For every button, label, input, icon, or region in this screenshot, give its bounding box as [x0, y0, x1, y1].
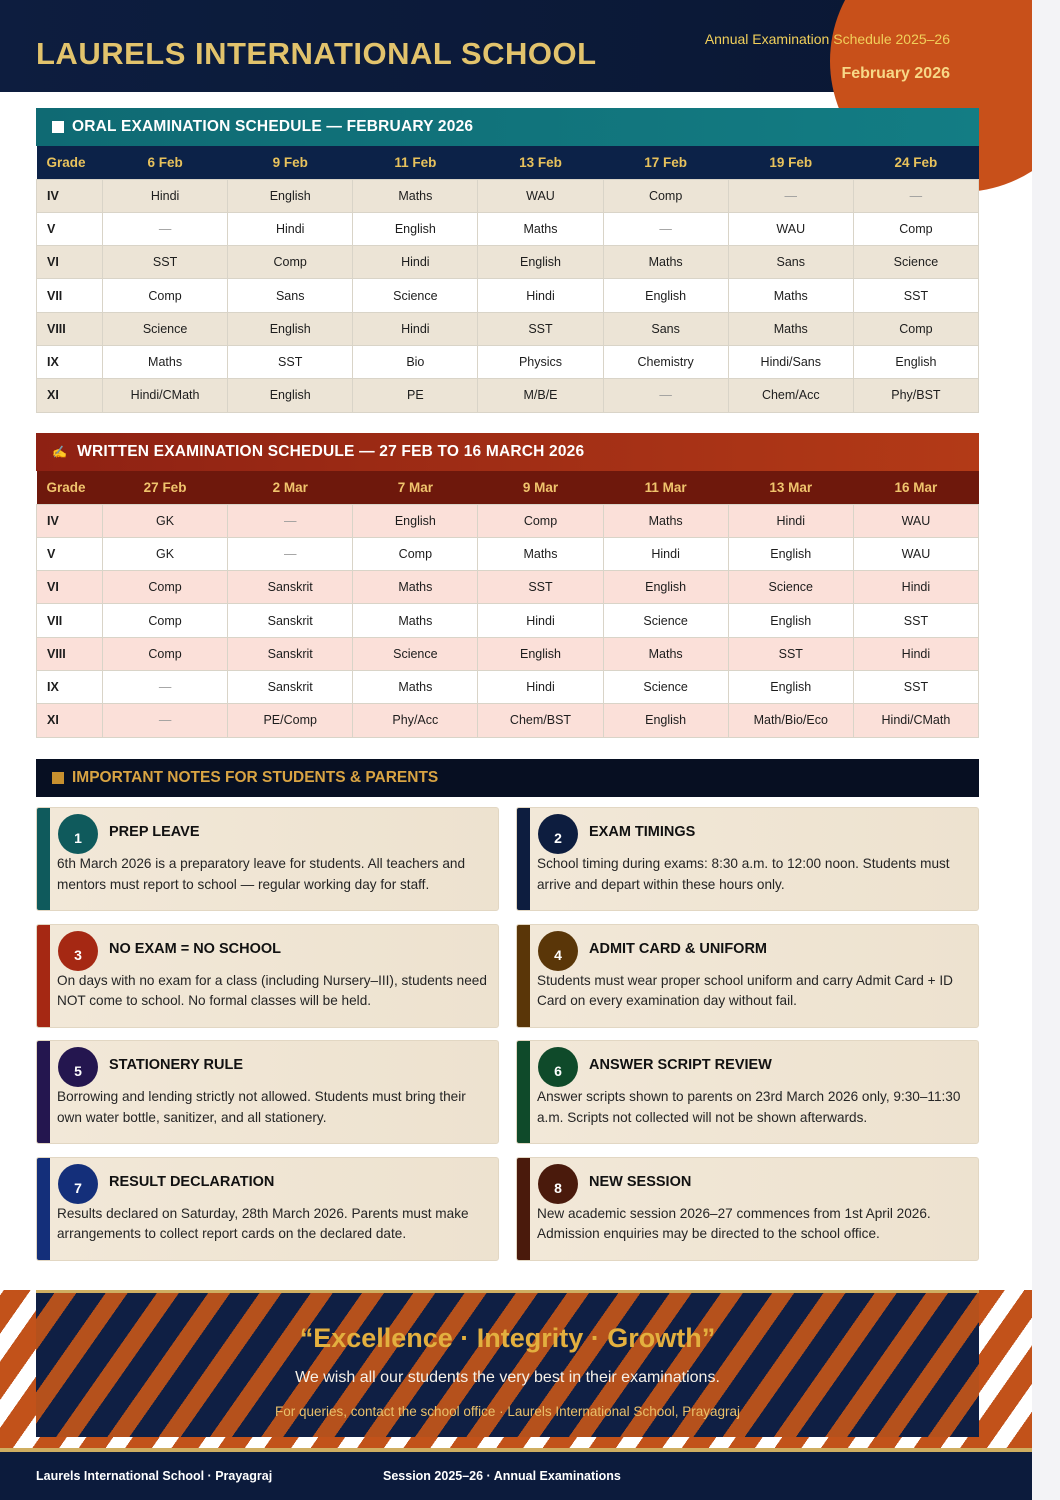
note-body: On days with no exam for a class (including Nursery–III), students need NOT come to school. No formal classes will be held.	[57, 972, 487, 1008]
subject-cell: WAU	[478, 179, 603, 212]
subject-cell: —	[228, 504, 353, 537]
note-title: STATIONERY RULE	[109, 1057, 243, 1073]
footer-school: Laurels International School · Prayagraj	[36, 1469, 273, 1483]
column-header: 9 Mar	[478, 471, 603, 504]
subject-cell: Comp	[478, 504, 603, 537]
page-margin	[1032, 0, 1060, 1500]
note-accent-bar	[37, 1041, 50, 1143]
subject-cell: Science	[103, 312, 228, 345]
subject-cell: —	[103, 212, 228, 245]
grade-cell: IV	[37, 179, 103, 212]
subject-cell: Hindi	[853, 571, 978, 604]
subject-cell: Science	[353, 637, 478, 670]
table-row	[37, 537, 979, 570]
subject-cell: English	[228, 379, 353, 412]
note-card	[516, 1157, 979, 1261]
subject-cell: Hindi	[728, 504, 853, 537]
table-row	[37, 637, 979, 670]
column-header: 11 Mar	[603, 471, 728, 504]
notes-heading	[36, 759, 979, 797]
table-row	[37, 571, 979, 604]
grade-cell: VIII	[37, 312, 103, 345]
note-number-badge: 2	[538, 814, 578, 854]
grade-cell: V	[37, 212, 103, 245]
subject-cell: Hindi	[228, 212, 353, 245]
note-number-badge: 4	[538, 931, 578, 971]
subject-cell: English	[478, 637, 603, 670]
subject-cell: —	[728, 179, 853, 212]
subject-cell: Hindi	[603, 537, 728, 570]
column-header: 13 Feb	[478, 146, 603, 179]
subject-cell: SST	[853, 279, 978, 312]
subject-cell: Sans	[603, 312, 728, 345]
note-number-badge: 1	[58, 814, 98, 854]
note-accent-bar	[517, 925, 530, 1027]
subject-cell: Sanskrit	[228, 571, 353, 604]
subject-cell: —	[603, 379, 728, 412]
table-row	[37, 212, 979, 245]
column-header: 6 Feb	[103, 146, 228, 179]
subject-cell: Phy/Acc	[353, 704, 478, 737]
grade-cell: V	[37, 537, 103, 570]
note-title: PREP LEAVE	[109, 824, 200, 840]
written-title-text: WRITTEN EXAMINATION SCHEDULE — 27 FEB TO 16 MARCH 2026	[77, 443, 585, 460]
note-card	[516, 924, 979, 1028]
note-card	[36, 1157, 499, 1261]
subject-cell: SST	[728, 637, 853, 670]
subject-cell: Hindi	[353, 246, 478, 279]
note-title: NO EXAM = NO SCHOOL	[109, 940, 282, 957]
column-header: 11 Feb	[353, 146, 478, 179]
column-header: 17 Feb	[603, 146, 728, 179]
note-accent-bar	[517, 1158, 530, 1260]
footer	[0, 1452, 1032, 1500]
note-card	[36, 807, 499, 911]
subject-cell: Comp	[603, 179, 728, 212]
grade-cell: VII	[37, 279, 103, 312]
subject-cell: SST	[853, 670, 978, 703]
table-row	[37, 246, 979, 279]
subject-cell: Comp	[103, 604, 228, 637]
subject-cell: GK	[103, 537, 228, 570]
subject-cell: Chem/Acc	[728, 379, 853, 412]
subject-cell: Comp	[353, 537, 478, 570]
note-card	[516, 1040, 979, 1144]
written-schedule-title	[36, 433, 979, 471]
note-body: 6th March 2026 is a preparatory leave for students. All teachers and mentors must report to school — regular working day for staff.	[57, 856, 466, 892]
subject-cell: Sanskrit	[228, 670, 353, 703]
note-body: Answer scripts shown to parents on 23rd March 2026 only, 9:30–11:30 a.m. Scripts not collected will not be shown afterwards.	[537, 1089, 961, 1125]
note-number-badge: 6	[538, 1047, 578, 1087]
oral-table	[36, 146, 979, 413]
table-row	[37, 345, 979, 378]
subject-cell: English	[228, 179, 353, 212]
subject-cell: Hindi	[103, 179, 228, 212]
column-header: 2 Mar	[228, 471, 353, 504]
subject-cell: SST	[478, 571, 603, 604]
square-icon	[52, 121, 64, 133]
table-row	[37, 704, 979, 737]
subject-cell: Chem/BST	[478, 704, 603, 737]
subject-cell: English	[353, 212, 478, 245]
table-row	[37, 312, 979, 345]
note-title: RESULT DECLARATION	[109, 1173, 275, 1190]
subject-cell: WAU	[853, 504, 978, 537]
subject-cell: PE	[353, 379, 478, 412]
writing-hand-icon: ✍	[52, 445, 68, 459]
note-card	[36, 1040, 499, 1144]
subject-cell: Hindi	[853, 637, 978, 670]
table-row	[37, 604, 979, 637]
subject-cell: English	[228, 312, 353, 345]
note-accent-bar	[37, 1158, 50, 1260]
column-header: Grade	[37, 146, 103, 179]
subject-cell: English	[603, 279, 728, 312]
note-body: Students must wear proper school uniform and carry Admit Card + ID Card on every examination day without fail.	[537, 972, 953, 1008]
subject-cell: SST	[103, 246, 228, 279]
column-header: 24 Feb	[853, 146, 978, 179]
note-number-badge: 7	[58, 1164, 98, 1204]
subject-cell: Science	[728, 571, 853, 604]
subject-cell: —	[228, 537, 353, 570]
grade-cell: IV	[37, 504, 103, 537]
subject-cell: Maths	[353, 179, 478, 212]
note-number-badge: 3	[58, 931, 98, 971]
grade-cell: VI	[37, 246, 103, 279]
written-schedule	[36, 433, 979, 738]
subject-cell: Chemistry	[603, 345, 728, 378]
subject-cell: Maths	[603, 637, 728, 670]
note-title: EXAM TIMINGS	[589, 824, 696, 840]
subject-cell: Maths	[478, 212, 603, 245]
subject-cell: Hindi/CMath	[853, 704, 978, 737]
column-header: 13 Mar	[728, 471, 853, 504]
note-card	[516, 807, 979, 911]
grade-cell: IX	[37, 670, 103, 703]
subject-cell: —	[853, 179, 978, 212]
oral-title-text: ORAL EXAMINATION SCHEDULE — FEBRUARY 2026	[72, 118, 474, 135]
subject-cell: Physics	[478, 345, 603, 378]
note-title: ANSWER SCRIPT REVIEW	[589, 1057, 772, 1073]
subject-cell: WAU	[853, 537, 978, 570]
subject-cell: GK	[103, 504, 228, 537]
subject-cell: Maths	[728, 312, 853, 345]
table-row	[37, 670, 979, 703]
subject-cell: PE/Comp	[228, 704, 353, 737]
subject-cell: English	[728, 604, 853, 637]
subject-cell: Science	[853, 246, 978, 279]
subject-cell: SST	[478, 312, 603, 345]
subject-cell: Sans	[728, 246, 853, 279]
best-wishes-text: We wish all our students the very best in their examinations.	[295, 1369, 720, 1386]
grade-cell: VIII	[37, 637, 103, 670]
closing-banner	[36, 1290, 979, 1437]
subject-cell: Sanskrit	[228, 604, 353, 637]
subject-cell: English	[728, 537, 853, 570]
subject-cell: WAU	[728, 212, 853, 245]
subject-cell: English	[853, 345, 978, 378]
table-row	[37, 279, 979, 312]
subject-cell: Maths	[353, 670, 478, 703]
table-row	[37, 504, 979, 537]
subject-cell: Maths	[353, 571, 478, 604]
subject-cell: Phy/BST	[853, 379, 978, 412]
subject-cell: Sans	[228, 279, 353, 312]
column-header: 27 Feb	[103, 471, 228, 504]
subject-cell: Hindi/Sans	[728, 345, 853, 378]
footer-session: Session 2025–26 · Annual Examinations	[383, 1469, 621, 1483]
subject-cell: —	[603, 212, 728, 245]
table-row	[37, 379, 979, 412]
subject-cell: Science	[353, 279, 478, 312]
school-motto: “Excellence · Integrity · Growth”	[299, 1323, 716, 1353]
column-header: 16 Mar	[853, 471, 978, 504]
note-accent-bar	[517, 808, 530, 910]
subject-cell: SST	[228, 345, 353, 378]
grade-cell: IX	[37, 345, 103, 378]
note-body: Borrowing and lending strictly not allowed. Students must bring their own water bottle, sanitizer, and all stationery.	[57, 1089, 466, 1125]
contact-text: For queries, contact the school office · Laurels International School, Prayagraj	[274, 1404, 740, 1419]
subject-cell: M/B/E	[478, 379, 603, 412]
subject-cell: Comp	[103, 571, 228, 604]
subject-cell: Hindi	[478, 604, 603, 637]
subject-cell: —	[103, 704, 228, 737]
subject-cell: Hindi	[353, 312, 478, 345]
subject-cell: English	[353, 504, 478, 537]
subject-cell: Comp	[853, 312, 978, 345]
note-title: NEW SESSION	[589, 1173, 692, 1190]
subject-cell: Bio	[353, 345, 478, 378]
column-header: Grade	[37, 471, 103, 504]
grade-cell: XI	[37, 379, 103, 412]
subject-cell: Comp	[853, 212, 978, 245]
subject-cell: Math/Bio/Eco	[728, 704, 853, 737]
subject-cell: Science	[603, 670, 728, 703]
written-table	[36, 471, 979, 738]
grade-cell: VII	[37, 604, 103, 637]
subject-cell: Maths	[603, 504, 728, 537]
subject-cell: Hindi	[478, 670, 603, 703]
note-number-badge: 8	[538, 1164, 578, 1204]
subject-cell: SST	[853, 604, 978, 637]
subject-cell: Comp	[228, 246, 353, 279]
note-accent-bar	[37, 808, 50, 910]
note-body: Results declared on Saturday, 28th March 2026. Parents must make arrangements to collect report cards on the declared date.	[57, 1205, 469, 1241]
subject-cell: Science	[603, 604, 728, 637]
note-accent-bar	[517, 1041, 530, 1143]
subject-cell: English	[478, 246, 603, 279]
oral-schedule	[36, 108, 979, 413]
note-accent-bar	[37, 925, 50, 1027]
subject-cell: Comp	[103, 637, 228, 670]
note-card	[36, 924, 499, 1028]
subject-cell: Maths	[353, 604, 478, 637]
subject-cell: Hindi/CMath	[103, 379, 228, 412]
subject-cell: English	[603, 571, 728, 604]
schedule-subtitle: Annual Examination Schedule 2025–26	[704, 31, 950, 47]
subject-cell: —	[103, 670, 228, 703]
note-number-badge: 5	[58, 1047, 98, 1087]
note-body: New academic session 2026–27 commences from 1st April 2026. Admission enquiries may be directed to the school office.	[537, 1205, 931, 1241]
note-title: ADMIT CARD & UNIFORM	[589, 940, 768, 957]
subject-cell: English	[728, 670, 853, 703]
subject-cell: Maths	[478, 537, 603, 570]
subject-cell: Comp	[103, 279, 228, 312]
column-header: 9 Feb	[228, 146, 353, 179]
subject-cell: Maths	[103, 345, 228, 378]
column-header: 19 Feb	[728, 146, 853, 179]
grade-cell: VI	[37, 571, 103, 604]
subject-cell: Maths	[728, 279, 853, 312]
grade-cell: XI	[37, 704, 103, 737]
subject-cell: English	[603, 704, 728, 737]
subject-cell: Hindi	[478, 279, 603, 312]
table-row	[37, 179, 979, 212]
notes-heading-text: IMPORTANT NOTES FOR STUDENTS & PARENTS	[72, 769, 439, 786]
subject-cell: Maths	[603, 246, 728, 279]
school-name: LAURELS INTERNATIONAL SCHOOL	[36, 36, 597, 71]
schedule-month: February 2026	[841, 65, 950, 82]
column-header: 7 Mar	[353, 471, 478, 504]
subject-cell: Sanskrit	[228, 637, 353, 670]
oral-schedule-title	[36, 108, 979, 146]
note-body: School timing during exams: 8:30 a.m. to 12:00 noon. Students must arrive and depart within these hours only.	[537, 856, 950, 892]
square-icon	[52, 772, 64, 784]
